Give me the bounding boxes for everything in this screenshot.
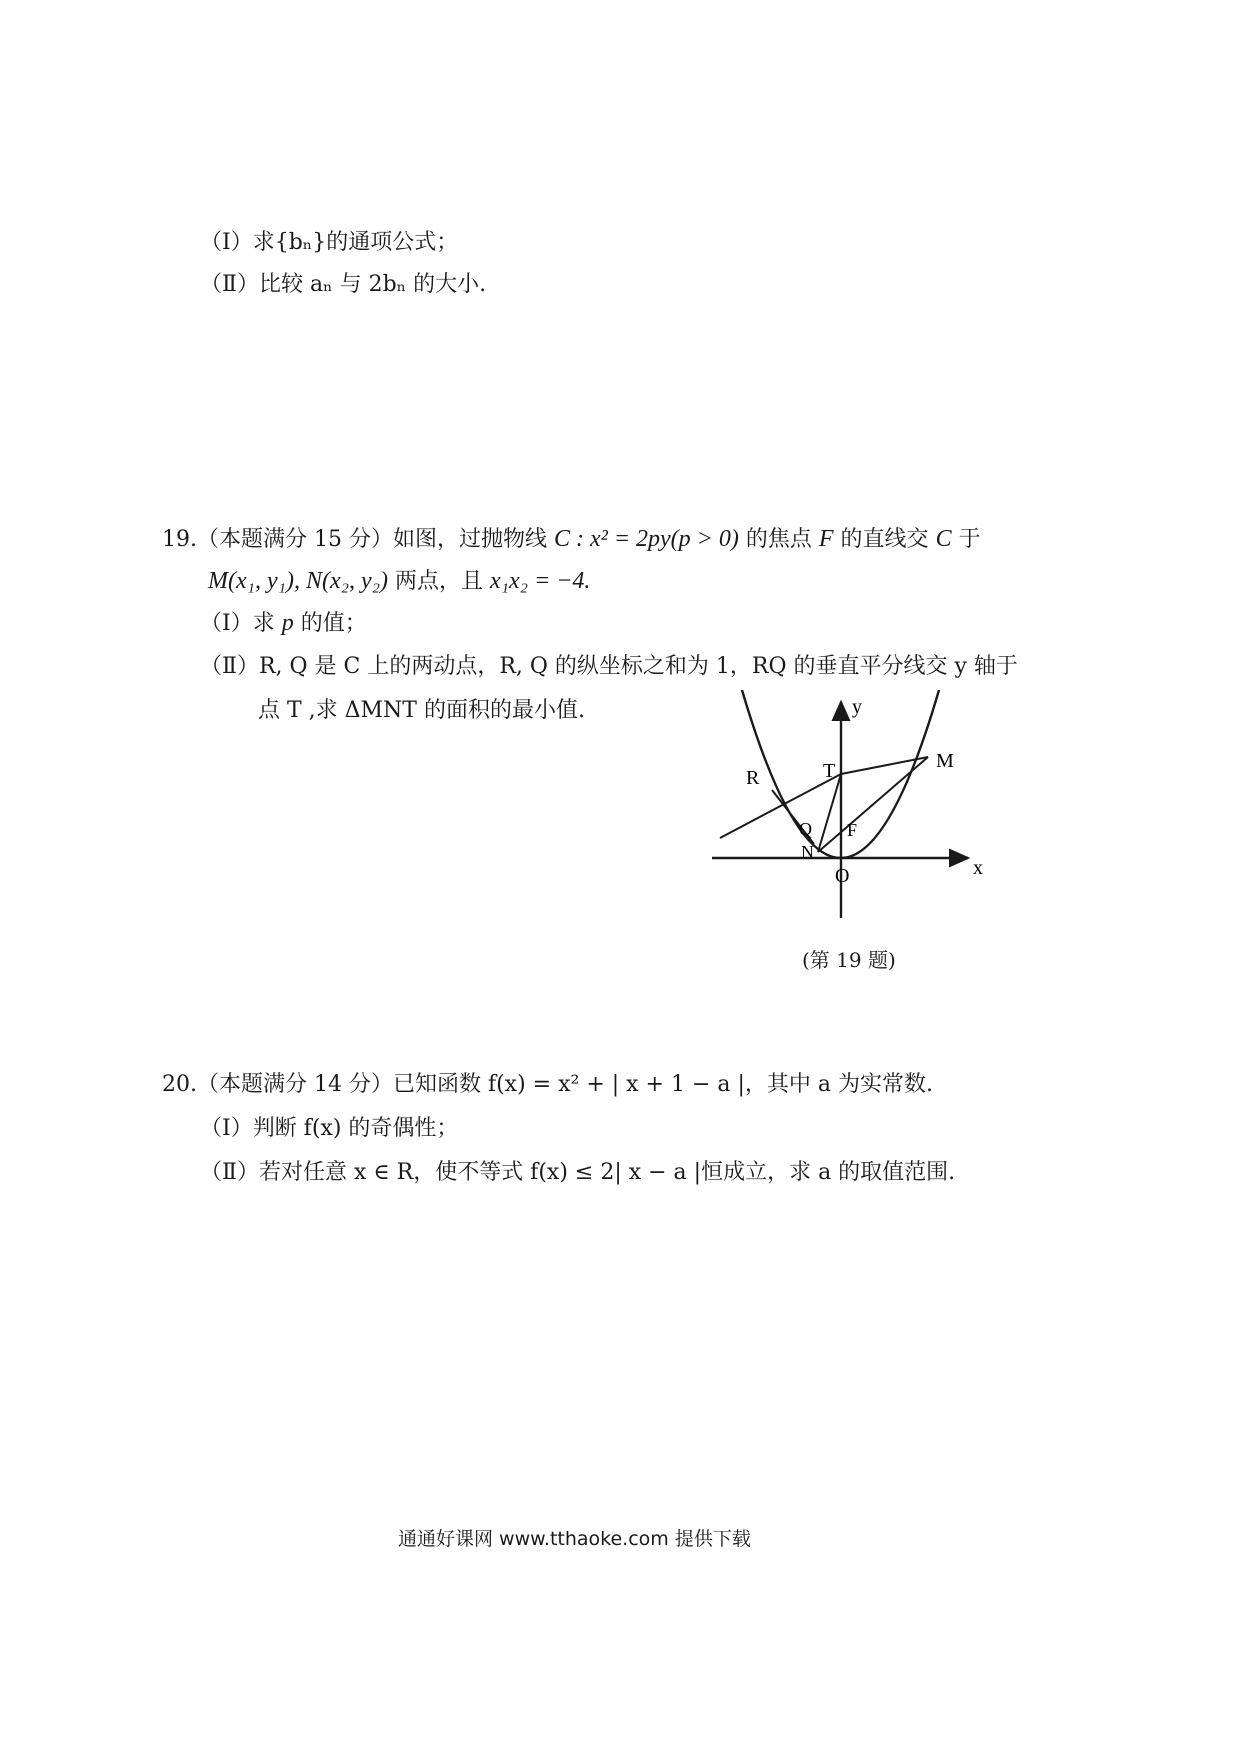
problem20-part1: （Ⅰ）判断 f(x) 的奇偶性； [200, 1116, 459, 1141]
problem20-part2: （Ⅱ）若对任意 x ∈ R，使不等式 f(x) ≤ 2| x − a |恒成立，求 a 的取值范围. [200, 1160, 956, 1185]
label-q: Q [799, 819, 812, 839]
label-y: y [852, 696, 862, 718]
problem19-part1: （Ⅰ）求 p 的值； [200, 610, 367, 636]
problem19-line1: 19.（本题满分 15 分）如图，过抛物线 C : x² = 2py(p > 0) 的焦点 F 的直线交 C 于 [162, 526, 981, 552]
label-n: N [801, 842, 814, 862]
figure-caption: (第 19 题) [802, 948, 896, 972]
label-t: T [823, 760, 836, 782]
parabola-figure [680, 690, 990, 950]
problem19-part2-line2: 点 T ,求 ΔMNT 的面积的最小值. [258, 698, 585, 723]
perp-bisector [720, 774, 841, 838]
label-x: x [973, 857, 983, 879]
label-f: F [847, 820, 858, 840]
label-m: M [936, 750, 954, 772]
label-r: R [746, 767, 760, 789]
line-tn [818, 774, 841, 852]
problem19-line2: M(x₁, y₁), N(x₂, y₂) 两点，且 x₁x₂ = −4. [208, 568, 591, 594]
problem20-line1: 20.（本题满分 14 分）已知函数 f(x) = x² + | x + 1 − a |，其中 a 为实常数. [162, 1072, 934, 1097]
prev-part2: （Ⅱ）比较 aₙ 与 2bₙ 的大小. [200, 272, 487, 297]
prev-part1: （Ⅰ）求{bₙ}的通项公式； [200, 230, 459, 255]
footer-watermark: 通通好课网 www.tthaoke.com 提供下载 [398, 1528, 751, 1550]
problem19-part2-line1: （Ⅱ）R, Q 是 C 上的两动点，R, Q 的纵坐标之和为 1，RQ 的垂直平分线交 y 轴于 [200, 654, 1018, 679]
label-o: O [835, 865, 850, 887]
